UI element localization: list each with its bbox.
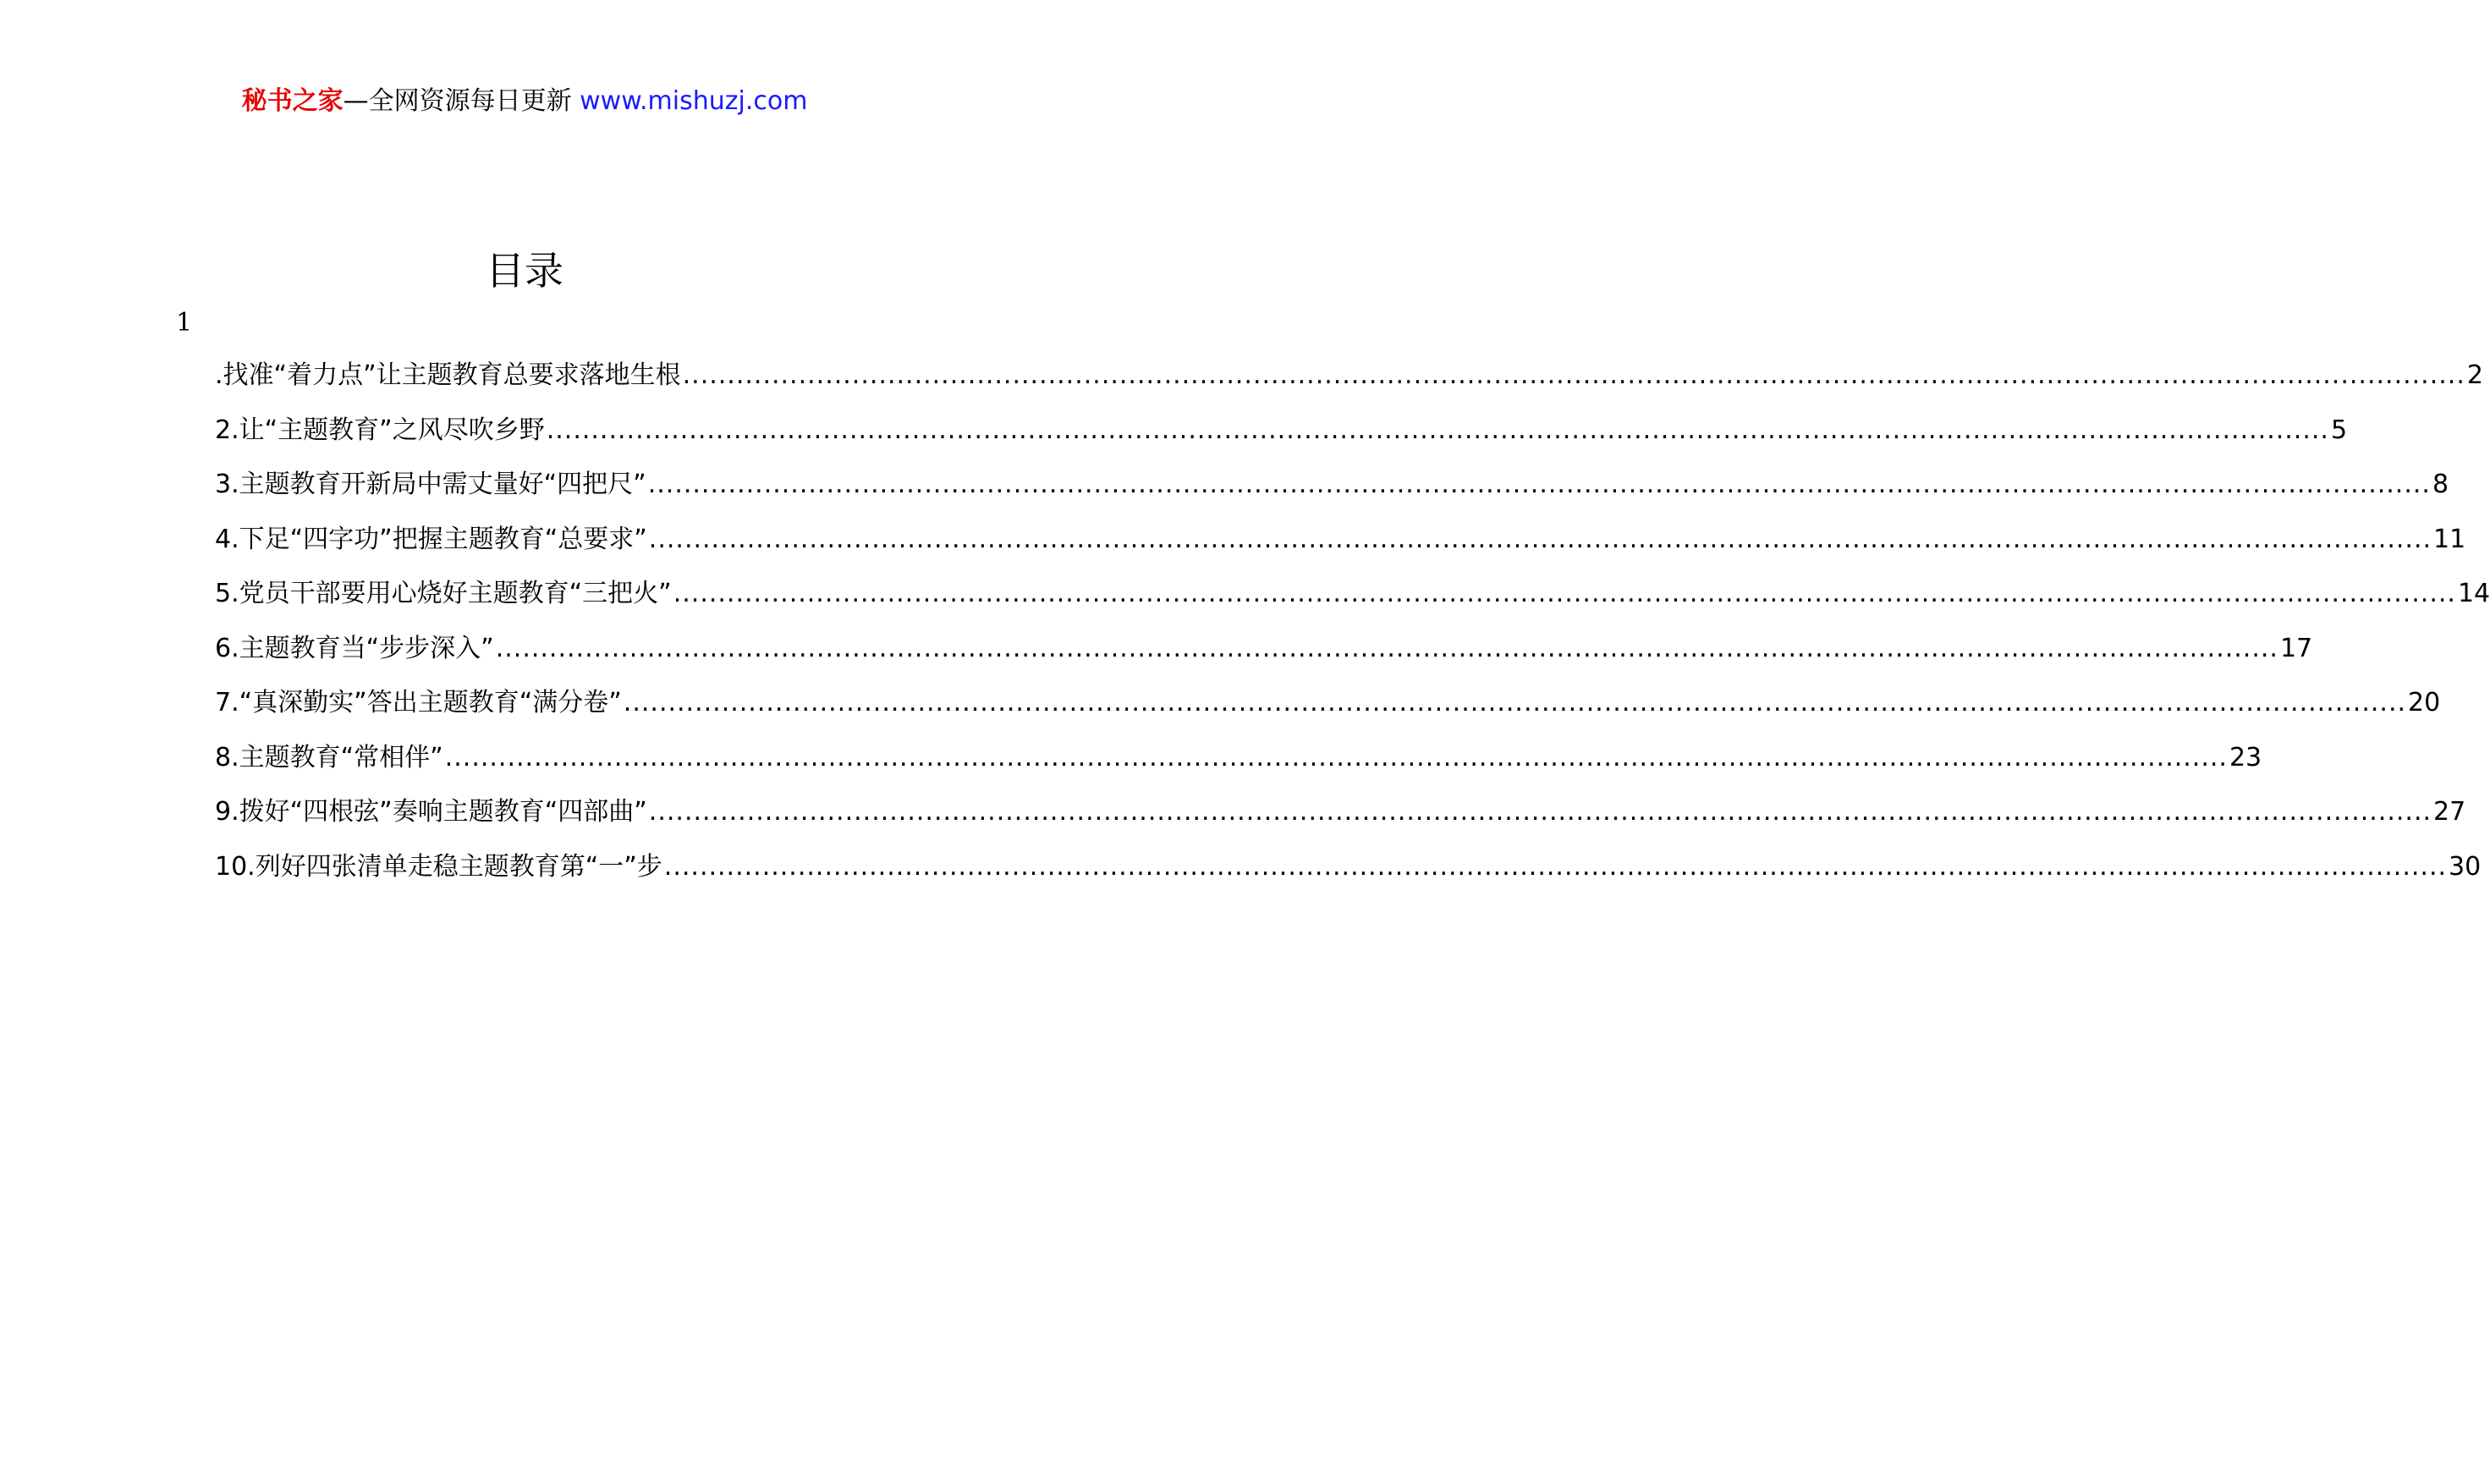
toc-leader-dots: ........................................................................................................................................................................................................ [648,524,2432,554]
toc-leader-dots: ........................................................................................................................................................................................................ [623,688,2407,717]
toc-leader-dots: ........................................................................................................................................................................................................ [546,415,2329,445]
toc-leader-dots: ........................................................................................................................................................................................................ [673,579,2456,608]
site-banner [0,85,1049,118]
toc-item-page: 2 [2466,360,2483,390]
toc-item-page: 30 [2449,851,2482,882]
toc-item-title: 3.主题教育开新局中需丈量好“四把尺” [215,470,646,499]
toc-leader-dots: ........................................................................................................................................................................................................ [647,470,2431,499]
toc-item-page: 17 [2279,633,2313,663]
toc-item-title: .找准“着力点”让主题教育总要求落地生根 [215,360,681,390]
toc-item[interactable] [215,632,2313,687]
toc-item-title: 9.拨好“四根弦”奏响主题教育“四部曲” [215,797,647,827]
toc-item-page: 14 [2457,579,2490,608]
toc-item[interactable] [215,686,2441,741]
toc-item[interactable] [215,795,2466,850]
toc-item-page: 5 [2330,415,2348,445]
toc-leader-dots: ........................................................................................................................................................................................................ [663,851,2448,882]
page-marker: 1 [176,308,193,338]
toc-item[interactable] [215,359,2483,414]
toc-item[interactable] [215,468,2449,523]
toc-leader-dots: ........................................................................................................................................................................................................ [682,360,2465,390]
toc-item-title: 2.让“主题教育”之风尽吹乡野 [215,415,545,445]
toc-item-page: 27 [2433,797,2466,827]
toc-item[interactable] [215,741,2262,796]
toc-item-title: 7.“真深勤实”答出主题教育“满分卷” [215,688,622,717]
toc-item-title: 8.主题教育“常相伴” [215,742,443,772]
toc-item-title: 4.下足“四字功”把握主题教育“总要求” [215,524,647,554]
site-url-link[interactable]: www.mishuzj.com [580,86,808,116]
toc-leader-dots: ........................................................................................................................................................................................................ [495,633,2278,663]
toc-item[interactable] [215,414,2348,469]
toc-item-page: 23 [2229,742,2262,772]
brand-name: 秘书之家 [241,86,344,116]
toc-leader-dots: ........................................................................................................................................................................................................ [444,742,2228,772]
toc-item[interactable] [215,523,2466,578]
toc-item[interactable] [215,850,2482,905]
toc-item-page: 11 [2433,524,2466,554]
toc-item-title: 5.党员干部要用心烧好主题教育“三把火” [215,579,672,608]
toc-item-page: 8 [2432,470,2449,499]
banner-slogan: —全网资源每日更新 [343,86,572,116]
toc-item-page: 20 [2408,688,2441,717]
table-of-contents [215,359,2490,904]
page-title: 目录 [486,248,563,294]
toc-item-title: 6.主题教育当“步步深入” [215,633,494,663]
toc-item-title: 10.列好四张清单走稳主题教育第“一”步 [215,851,662,882]
toc-leader-dots: ........................................................................................................................................................................................................ [648,797,2432,827]
toc-item[interactable] [215,577,2490,632]
